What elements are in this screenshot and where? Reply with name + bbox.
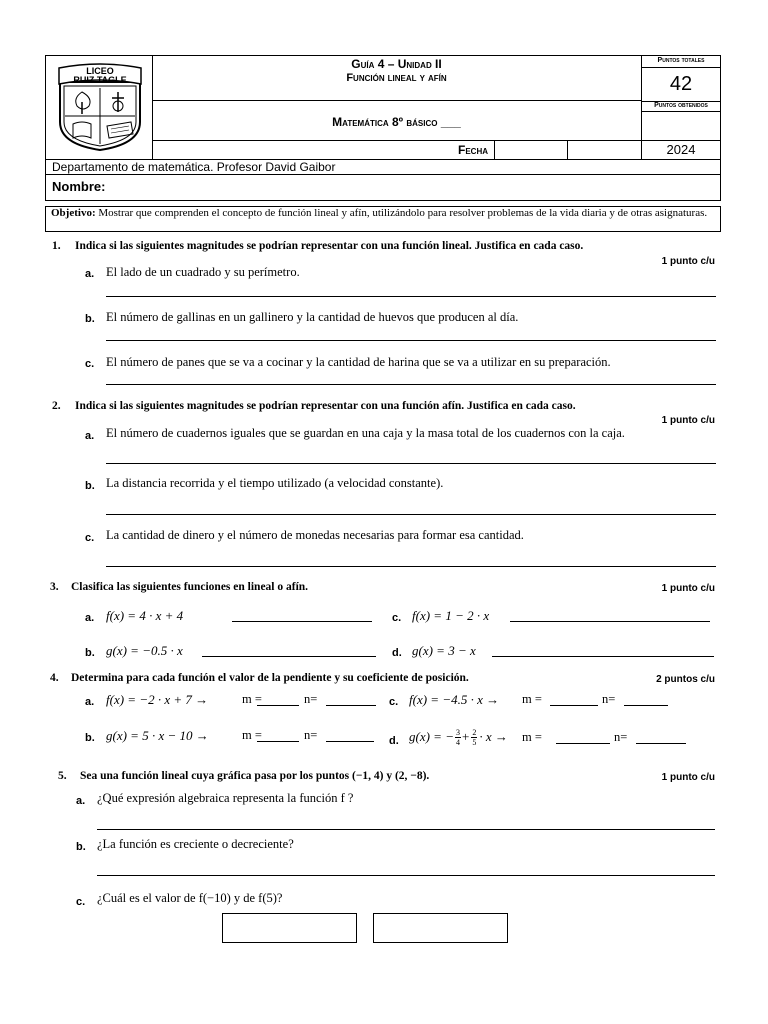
q4-item-b-n-label: n= [304,728,318,742]
date-field-month[interactable] [568,141,640,158]
q4-item-d-expr-left: g(x) = − [409,729,454,744]
q2-item-b-text: La distancia recorrida y el tiempo utilizado (a velocidad constante). [106,476,444,490]
q3-number: 3. [50,581,59,593]
q3-item-d-answer-line[interactable] [492,656,714,657]
q4-item-d-expr-right: · x → [479,729,508,744]
q5-answer-box-1[interactable] [222,913,357,943]
header-divider [152,100,641,101]
q4-item-c-m-label: m = [522,692,542,706]
department-text: Departamento de matemática. Profesor David Gaibor [52,160,336,174]
q3-item-b-answer-line[interactable] [202,656,376,657]
q3-item-c-letter: c. [392,612,402,624]
q2-number: 2. [52,400,61,412]
date-label: Fecha [458,143,488,157]
q1-item-c-text: El número de panes que se va a cocinar y la cantidad de harina que se va a utilizar en su preparación. [106,355,611,369]
q3-points: 1 punto c/u [661,583,715,594]
q3-item-a-answer-line[interactable] [232,621,372,622]
q5-item-c-letter: c. [76,896,86,908]
q5-item-b-text: ¿La función es creciente o decreciente? [97,837,294,851]
obtained-points-field[interactable] [642,112,720,139]
q4-item-d-letter: d. [389,735,399,747]
subject-label: Matemática 8º básico ___ [332,115,461,129]
q4-item-c-letter: c. [389,696,399,708]
q2-item-a-answer-line[interactable] [106,463,716,464]
q5-answer-box-2[interactable] [373,913,508,943]
obtained-points-label: Puntos obtenidos [654,102,708,109]
q4-item-d-frac1-den: 4 [455,737,460,747]
q4-item-d-plus: + [461,729,470,744]
q4-item-d-m-blank[interactable] [556,743,610,744]
svg-text:RUIZ TAGLE: RUIZ TAGLE [73,75,127,85]
q4-item-b-m-blank[interactable] [257,741,299,742]
q4-item-d-frac2-den: 5 [472,737,477,747]
q2-item-b-letter: b. [85,480,95,492]
q1-item-a-answer-line[interactable] [106,296,716,297]
q4-item-b-expr: g(x) = 5 · x − 10 → [106,728,209,743]
header-divider [641,67,721,68]
q1-item-b-answer-line[interactable] [106,340,716,341]
objective-label: Objetivo: [51,207,96,219]
q1-number: 1. [52,240,61,252]
q3-item-b-expr: g(x) = −0.5 · x [106,643,183,658]
q5-number: 5. [58,770,67,782]
q4-number: 4. [50,672,59,684]
q4-item-d-frac2-num: 2 [472,727,477,737]
q4-item-a-n-label: n= [304,692,318,706]
q4-item-d-frac2 [471,728,477,747]
q5-item-a-letter: a. [76,795,86,807]
q3-item-c-answer-line[interactable] [510,621,710,622]
q5-item-b-letter: b. [76,841,86,853]
q4-item-d-frac1-num: 3 [455,727,460,737]
q3-item-b-letter: b. [85,647,95,659]
q4-item-d-frac1 [455,728,461,747]
q4-item-d-n-label: n= [614,730,628,744]
q1-text: Indica si las siguientes magnitudes se podrían representar con una función lineal. Justifica en cada caso. [75,240,584,252]
q2-item-a-letter: a. [85,430,95,442]
guide-title: Guía 4 – Unidad II [351,57,442,71]
q4-item-c-expr: f(x) = −4.5 · x → [409,692,500,707]
q5-text: Sea una función lineal cuya gráfica pasa por los puntos (−1, 4) y (2, −8). [80,770,430,782]
guide-subtitle: Función lineal y afín [346,72,447,84]
q3-item-c-expr: f(x) = 1 − 2 · x [412,608,490,623]
q4-item-c-m-blank[interactable] [550,705,598,706]
name-label: Nombre: [52,179,106,194]
date-field-day[interactable] [495,141,566,158]
q4-item-d-expr [409,724,508,750]
q2-item-c-text: La cantidad de dinero y el número de monedas necesarias para formar esa cantidad. [106,528,524,542]
q1-points: 1 punto c/u [661,256,715,267]
q4-item-d-n-blank[interactable] [636,743,686,744]
q4-item-b-m-label: m = [242,728,262,742]
q1-item-b-letter: b. [85,313,95,325]
q2-item-c-answer-line[interactable] [106,566,716,567]
objective-description: Mostrar que comprenden el concepto de función lineal y afín, utilizándolo para resolver problemas de la vida diaria y de otras asignaturas. [98,207,708,219]
q4-item-a-m-blank[interactable] [257,705,299,706]
school-logo [55,62,145,152]
q4-item-b-letter: b. [85,732,95,744]
q4-item-a-expr: f(x) = −2 · x + 7 → [106,692,209,707]
q2-item-b-answer-line[interactable] [106,514,716,515]
q2-text: Indica si las siguientes magnitudes se podrían representar con una función afín. Justifica en cada caso. [75,400,576,412]
q2-points: 1 punto c/u [661,415,715,426]
q5-item-a-answer-line[interactable] [97,829,715,830]
q4-points: 2 puntos c/u [656,674,715,685]
q3-item-d-letter: d. [392,647,402,659]
q3-item-a-expr: f(x) = 4 · x + 4 [106,608,184,623]
name-field[interactable] [110,176,718,198]
q1-item-a-text: El lado de un cuadrado y su perímetro. [106,265,300,279]
q4-item-c-n-blank[interactable] [624,705,668,706]
q4-item-d-m-label: m = [522,730,542,744]
q2-item-c-letter: c. [85,532,95,544]
q4-item-a-letter: a. [85,696,95,708]
q1-item-c-letter: c. [85,358,95,370]
svg-text:LICEO: LICEO [86,66,114,76]
q4-text: Determina para cada función el valor de la pendiente y su coeficiente de posición. [71,672,469,684]
q1-item-b-text: El número de gallinas en un gallinero y la cantidad de huevos que producen al día. [106,310,519,324]
header-divider [45,174,721,175]
objective-text [51,207,715,219]
q5-points: 1 punto c/u [661,772,715,783]
year-value: 2024 [666,142,696,157]
q4-item-b-n-blank[interactable] [326,741,374,742]
q1-item-c-answer-line[interactable] [106,384,716,385]
q4-item-a-m-label: m = [242,692,262,706]
q1-item-a-letter: a. [85,268,95,280]
q3-item-d-expr: g(x) = 3 − x [412,643,476,658]
q3-item-a-letter: a. [85,612,95,624]
q5-item-b-answer-line[interactable] [97,875,715,876]
q5-item-c-text: ¿Cuál es el valor de f(−10) y de f(5)? [97,891,283,905]
q2-item-a-text: El número de cuadernos iguales que se guardan en una caja y la masa total de los cuadernos con la caja. [106,426,625,440]
q4-item-a-n-blank[interactable] [326,705,376,706]
q3-text: Clasifica las siguientes funciones en lineal o afín. [71,581,309,593]
total-points-value: 42 [669,73,693,95]
q5-item-a-text: ¿Qué expresión algebraica representa la función f ? [97,791,354,805]
q4-item-c-n-label: n= [602,692,616,706]
total-points-label: Puntos totales [657,57,705,64]
